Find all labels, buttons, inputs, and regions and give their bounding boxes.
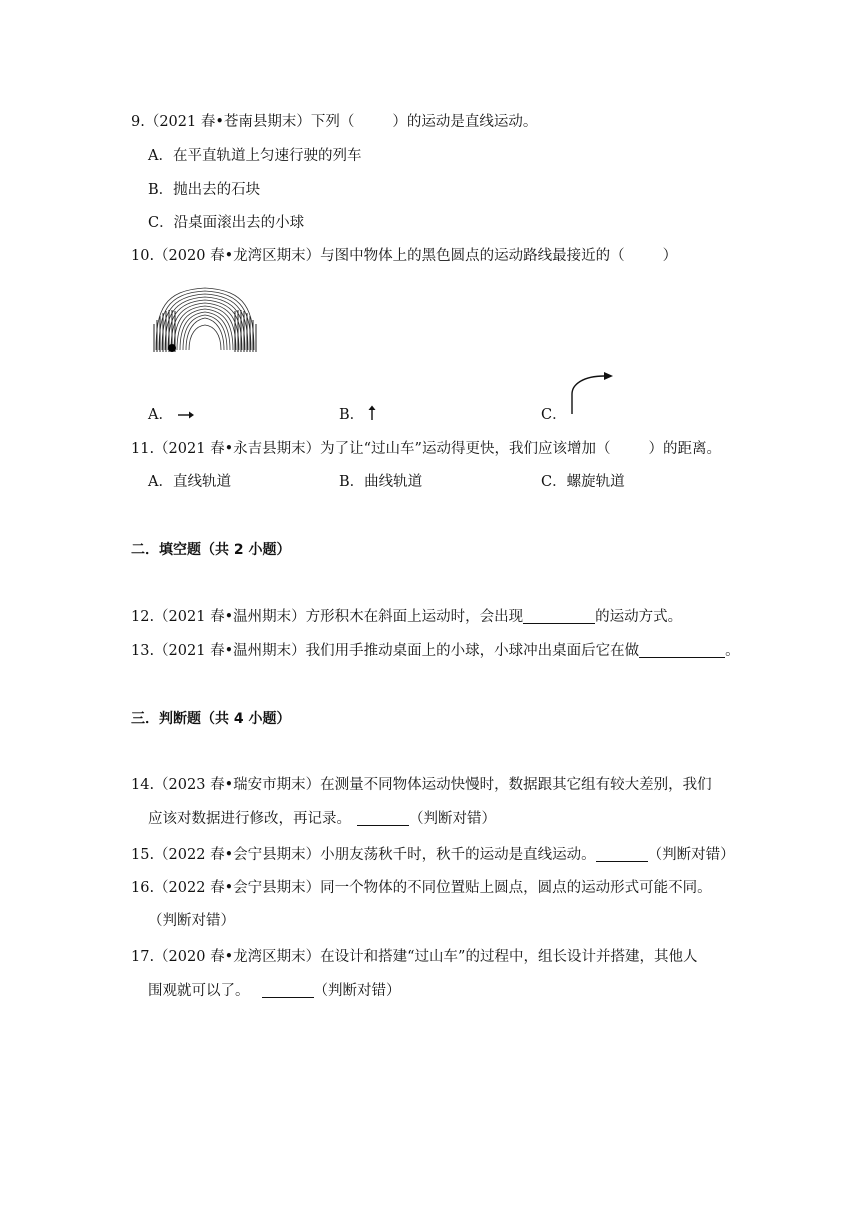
- black-dot-icon: [168, 344, 176, 352]
- slinky-spring-icon: [150, 280, 260, 356]
- question-13-stem-end: 。: [725, 643, 740, 659]
- question-10-option-c-label: C．: [541, 407, 567, 423]
- question-17-line-1: 17.（2020 春•龙湾区期末）在设计和搭建“过山车”的过程中，组长设计并搭建，其他人: [131, 949, 698, 965]
- answer-blank[interactable]: [639, 642, 725, 658]
- question-10-option-c: [541, 405, 567, 425]
- question-10-stem-start: 10.（2020 春•龙湾区期末）与图中物体上的黑色圆点的运动路线最接近的（: [131, 248, 625, 264]
- question-16-line-1: 16.（2022 春•会宁县期末）同一个物体的不同位置贴上圆点，圆点的运动形式可能不同。: [131, 880, 712, 896]
- arrow-up-icon: [366, 405, 378, 421]
- question-17-stem: 围观就可以了。: [148, 983, 250, 999]
- question-13: [131, 641, 740, 661]
- question-14-suffix: （判断对错）: [409, 811, 496, 827]
- question-9-stem-start: 9.（2021 春•苍南县期末）下列（: [131, 114, 355, 130]
- question-10-option-b-label: B．: [339, 407, 365, 423]
- question-10: [131, 246, 677, 266]
- question-15-stem: 15.（2022 春•会宁县期末）小朋友荡秋千时，秋千的运动是直线运动。: [131, 847, 596, 863]
- answer-blank[interactable]: [596, 846, 648, 862]
- question-9-option-b: B．抛出去的石块: [148, 182, 261, 198]
- question-11: [131, 439, 721, 459]
- question-9: [131, 112, 537, 132]
- question-10-option-b: [339, 405, 364, 425]
- question-9-stem-end: ）的运动是直线运动。: [392, 114, 538, 130]
- question-9-option-c: C．沿桌面滚出去的小球: [148, 215, 305, 231]
- question-16-line-2: （判断对错）: [148, 913, 235, 929]
- question-17-line-2: [148, 981, 401, 1001]
- question-17-suffix: （判断对错）: [313, 983, 401, 999]
- question-12-stem-start: 12.（2021 春•温州期末）方形积木在斜面上运动时，会出现: [131, 609, 524, 625]
- question-15: [131, 845, 735, 865]
- question-11-stem-end: ）的距离。: [648, 441, 721, 457]
- section-2-heading: 二．填空题（共 2 小题）: [131, 542, 291, 558]
- question-12-stem-end: 的运动方式。: [595, 609, 683, 625]
- answer-blank[interactable]: [523, 608, 595, 624]
- question-9-option-a: A．在平直轨道上匀速行驶的列车: [148, 148, 362, 164]
- question-14-stem: 应该对数据进行修改，再记录。: [148, 811, 351, 827]
- question-11-option-b: B．曲线轨道: [339, 474, 423, 490]
- question-10-stem-end: ）: [662, 248, 678, 264]
- curved-arrow-icon: [568, 370, 616, 416]
- answer-blank[interactable]: [262, 982, 314, 998]
- question-14-line-1: 14.（2023 春•瑞安市期末）在测量不同物体运动快慢时，数据跟其它组有较大差别，我们: [131, 777, 712, 793]
- question-11-option-c: C．螺旋轨道: [541, 474, 625, 490]
- question-10-option-a: [148, 405, 173, 425]
- question-14-line-2: [148, 809, 496, 829]
- question-11-stem-start: 11.（2021 春•永吉县期末）为了让“过山车”运动得更快，我们应该增加（: [131, 441, 611, 457]
- question-11-option-a: A．直线轨道: [148, 474, 231, 490]
- answer-blank[interactable]: [357, 810, 409, 826]
- question-13-stem-start: 13.（2021 春•温州期末）我们用手推动桌面上的小球，小球冲出桌面后它在做: [131, 643, 640, 659]
- arrow-right-icon: [177, 408, 195, 422]
- question-10-option-a-label: A．: [148, 407, 173, 423]
- section-3-heading: 三．判断题（共 4 小题）: [131, 711, 291, 727]
- question-12: [131, 607, 682, 627]
- question-15-suffix: （判断对错）: [647, 847, 735, 863]
